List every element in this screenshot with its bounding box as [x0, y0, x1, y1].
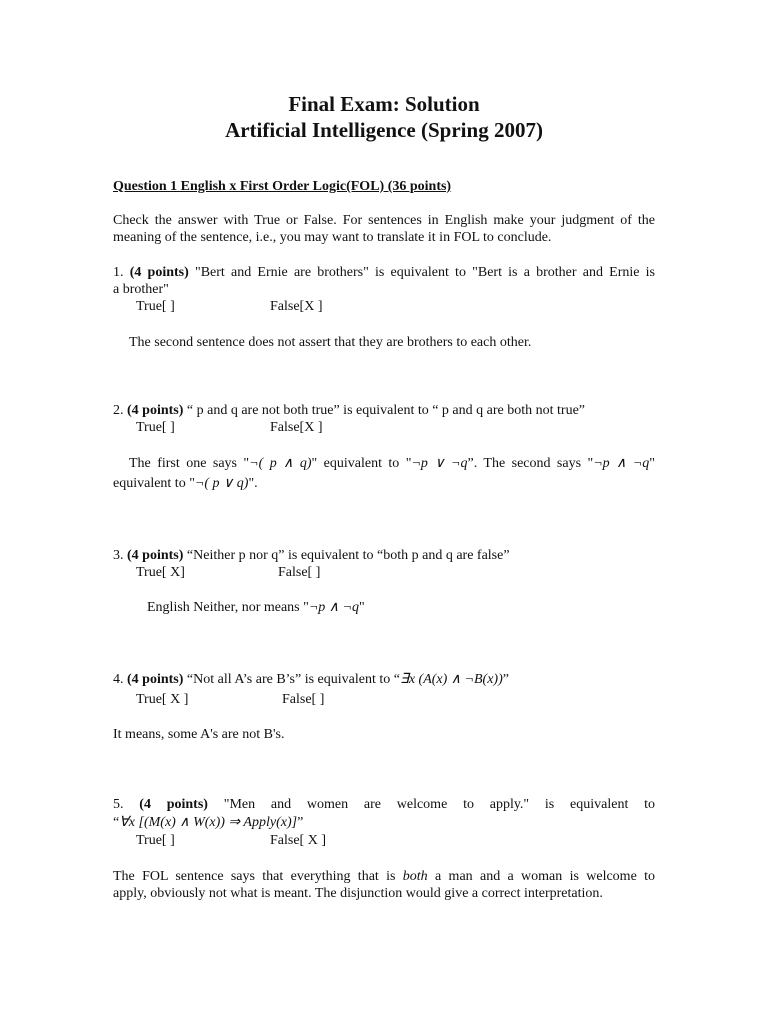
item-4-explanation: It means, some A's are not B's. — [113, 727, 285, 742]
item-4-statement-a: “Not all A’s are B’s” is equivalent to “ — [186, 672, 400, 687]
item-5-number: 5. — [113, 797, 124, 812]
item-4-false-checkbox[interactable]: False[ ] — [282, 692, 325, 707]
item-2-true-checkbox[interactable]: True[ ] — [136, 420, 175, 435]
page-subtitle: Artificial Intelligence (Spring 2007) — [225, 118, 543, 142]
item-1-true-checkbox[interactable]: True[ ] — [136, 299, 175, 314]
item-2-exp-c: ”. The second says " — [467, 456, 594, 471]
item-4-text — [113, 671, 509, 688]
item-5-statement: "Men and women are welcome to apply." is equivalent to — [223, 797, 656, 812]
item-2-false-checkbox[interactable]: False[X ] — [270, 420, 323, 435]
item-5-text — [113, 796, 655, 813]
item-5-exp-a: The FOL sentence says that everything that is — [113, 869, 403, 884]
formula-not-p-and-not-q: ¬p ∧ ¬q — [593, 456, 650, 471]
item-2-exp-e: equivalent to " — [113, 476, 195, 491]
item-5-expr-b: Apply — [243, 815, 277, 830]
question-heading: Question 1 English x First Order Logic(FOL) (36 points) — [113, 179, 452, 194]
item-5-statement-cont — [113, 814, 303, 831]
item-5-open-quote: “ — [113, 815, 120, 830]
item-5-expr-a: ∀x [(M(x) ∧ W(x)) ⇒ — [119, 815, 244, 830]
item-4-number: 4. — [113, 672, 124, 687]
item-5-explanation-cont: apply, obviously not what is meant. The disjunction would give a correct interpretation. — [113, 886, 603, 901]
item-5-exp-b: a man and a woman is welcome to — [427, 869, 655, 884]
item-3-points: (4 points) — [127, 548, 184, 563]
item-1-points: (4 points) — [129, 265, 189, 280]
item-2-explanation — [129, 455, 655, 472]
item-1-statement: "Bert and Ernie are brothers" is equivalent to "Bert is a brother and Ernie is — [195, 265, 655, 280]
item-2-exp-d: " — [649, 456, 655, 471]
item-2-points: (4 points) — [127, 403, 184, 418]
item-1-false-checkbox[interactable]: False[X ] — [270, 299, 323, 314]
item-5-false-checkbox[interactable]: False[ X ] — [270, 833, 326, 848]
item-5-true-checkbox[interactable]: True[ ] — [136, 833, 175, 848]
item-2-exp-a: The first one says " — [129, 456, 250, 471]
item-2-exp-b: " equivalent to " — [311, 456, 412, 471]
item-3-exp-b: " — [359, 600, 365, 615]
item-5-exp-emphasis: both — [402, 869, 428, 884]
formula-not-p-or-not-q: ¬p ∨ ¬q — [411, 456, 468, 471]
item-4-points: (4 points) — [127, 672, 184, 687]
formula-forall-men-women-apply — [119, 815, 297, 830]
item-2-statement: “ p and q are not both true” is equivalent to “ p and q are both not true” — [186, 403, 585, 418]
item-3-statement: “Neither p nor q” is equivalent to “both p and q are false” — [186, 548, 510, 563]
item-3-number: 3. — [113, 548, 124, 563]
item-2-exp-f: ". — [248, 476, 258, 491]
item-2-number: 2. — [113, 403, 124, 418]
item-1-explanation: The second sentence does not assert that they are brothers to each other. — [129, 335, 532, 350]
item-3-explanation — [147, 599, 365, 616]
item-2-text — [113, 402, 585, 419]
item-5-close-quote: ” — [297, 815, 304, 830]
page-title: Final Exam: Solution — [288, 92, 480, 116]
item-5-expr-c: (x)] — [276, 815, 298, 830]
item-5-points: (4 points) — [139, 797, 208, 812]
item-3-text — [113, 547, 510, 564]
item-4-statement-b: ” — [502, 672, 509, 687]
item-4-true-checkbox[interactable]: True[ X ] — [136, 692, 189, 707]
item-3-true-checkbox[interactable]: True[ X] — [136, 565, 185, 580]
formula-not-p-and-q: ¬( p ∧ q) — [249, 456, 312, 471]
instructions: Check the answer with True or False. For sentences in English make your judgment of the meaning of the sentence, i.e., you may want to translate it in FOL to conclude. — [113, 213, 655, 245]
item-3-false-checkbox[interactable]: False[ ] — [278, 565, 321, 580]
item-2-explanation-cont — [113, 475, 258, 492]
item-1-number: 1. — [113, 265, 124, 280]
item-3-exp-a: English Neither, nor means " — [147, 600, 309, 615]
item-1-text — [113, 264, 655, 281]
item-1-statement-cont: a brother" — [113, 282, 169, 297]
item-5-explanation — [113, 868, 655, 885]
formula-not-p-or-q: ¬( p ∨ q) — [194, 476, 249, 491]
formula-exists-a-not-b: ∃x (A(x) ∧ ¬B(x)) — [399, 672, 503, 687]
formula-not-p-and-not-q: ¬p ∧ ¬q — [308, 600, 359, 615]
